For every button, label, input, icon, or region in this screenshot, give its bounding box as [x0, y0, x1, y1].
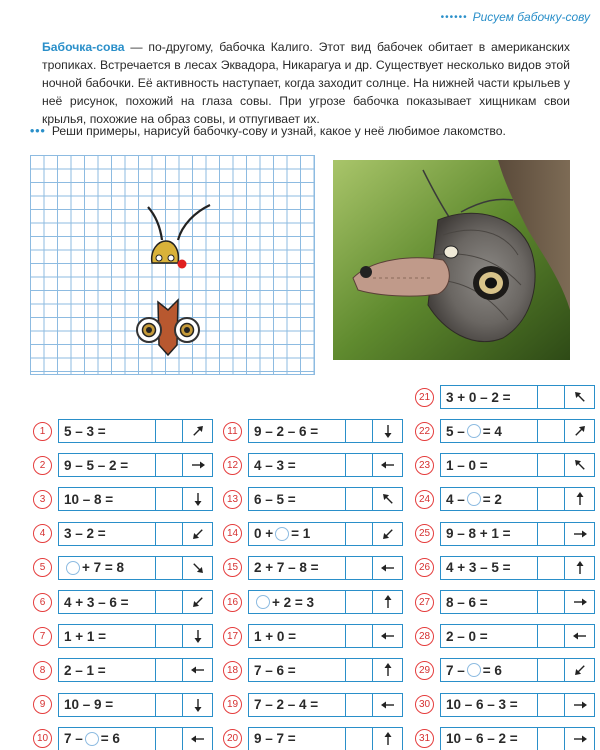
missing-number-slot[interactable]	[85, 732, 99, 746]
exercise-number: 5	[33, 558, 52, 577]
owl-butterfly-photo	[333, 160, 570, 360]
exercise-number: 28	[415, 627, 434, 646]
exercise-row	[33, 419, 213, 443]
arrow-up-left-icon	[572, 457, 588, 473]
exercise-box	[248, 590, 403, 614]
exercise-number: 10	[33, 729, 52, 748]
answer-field[interactable]	[538, 454, 565, 476]
exercise-expression: 10 – 8 =	[59, 488, 156, 510]
arrow-up-icon	[572, 491, 588, 507]
exercise-row	[415, 590, 595, 614]
exercise-box	[58, 487, 213, 511]
arrow-up-icon	[380, 731, 396, 747]
exercise-box	[248, 453, 403, 477]
direction-cell	[373, 420, 402, 442]
exercise-box	[440, 693, 595, 717]
exercise-number: 26	[415, 558, 434, 577]
exercise-box	[58, 658, 213, 682]
answer-field[interactable]	[538, 557, 565, 579]
exercise-number: 24	[415, 490, 434, 509]
butterfly-head	[152, 241, 179, 263]
direction-cell	[183, 659, 212, 681]
exercise-number: 13	[223, 490, 242, 509]
exercise-expression: 4 – 3 =	[249, 454, 346, 476]
exercise-expression: 4 – = 2	[441, 488, 538, 510]
exercise-expression: 7 – 6 =	[249, 659, 346, 681]
arrow-up-left-icon	[572, 389, 588, 405]
exercise-box	[248, 658, 403, 682]
head-dot	[178, 260, 187, 269]
exercise-number: 30	[415, 695, 434, 714]
exercise-expression: 6 – 5 =	[249, 488, 346, 510]
direction-cell	[373, 523, 402, 545]
exercise-row	[415, 624, 595, 648]
exercise-box	[58, 453, 213, 477]
answer-field[interactable]	[156, 694, 183, 716]
exercise-expression: 8 – 6 =	[441, 591, 538, 613]
exercise-box	[248, 624, 403, 648]
direction-cell	[565, 454, 594, 476]
exercise-box	[58, 419, 213, 443]
answer-field[interactable]	[156, 625, 183, 647]
intro-text: — по-другому, бабочка Калиго. Этот вид бабочек обитает в американских тропиках. Встречается в лесах Эквадора, Никарагуа и др. Существует несколько видов этой ночной бабочки. Её активность наступает, когда заходит солнце. На нижней части крыльев у неё рисунок, похожий на глаза совы. При угрозе бабочка показывает хищникам свои крылья, похожие на образ совы, и отпугивает их.	[42, 40, 570, 126]
exercise-row	[33, 624, 213, 648]
direction-cell	[373, 625, 402, 647]
exercise-expression: 1 – 0 =	[441, 454, 538, 476]
arrow-left-icon	[572, 628, 588, 644]
arrow-down-left-icon	[380, 526, 396, 542]
answer-field[interactable]	[346, 694, 373, 716]
exercise-number: 23	[415, 456, 434, 475]
exercise-row	[415, 727, 595, 750]
answer-field[interactable]	[346, 625, 373, 647]
direction-cell	[565, 659, 594, 681]
exercise-number: 20	[223, 729, 242, 748]
exercise-expression: 3 + 0 – 2 =	[441, 386, 538, 408]
answer-field[interactable]	[538, 523, 565, 545]
exercise-number: 9	[33, 695, 52, 714]
answer-field[interactable]	[346, 523, 373, 545]
exercise-expression: 0 + = 1	[249, 523, 346, 545]
exercise-box	[58, 727, 213, 750]
left-eye	[156, 255, 162, 261]
missing-number-slot[interactable]	[256, 595, 270, 609]
header-dots: ••••••	[440, 11, 468, 23]
exercise-number: 2	[33, 456, 52, 475]
exercise-row	[223, 556, 403, 580]
direction-cell	[565, 557, 594, 579]
direction-cell	[183, 420, 212, 442]
arrow-down-icon	[380, 423, 396, 439]
exercise-number: 25	[415, 524, 434, 543]
exercise-number: 12	[223, 456, 242, 475]
answer-field[interactable]	[346, 591, 373, 613]
answer-field[interactable]	[538, 591, 565, 613]
answer-field[interactable]	[346, 488, 373, 510]
exercise-box	[248, 556, 403, 580]
exercise-row	[223, 487, 403, 511]
exercise-box	[58, 522, 213, 546]
direction-cell	[565, 523, 594, 545]
direction-cell	[183, 694, 212, 716]
exercise-expression: 1 + 0 =	[249, 625, 346, 647]
direction-cell	[183, 523, 212, 545]
exercise-number: 6	[33, 593, 52, 612]
exercise-expression: 9 – 5 – 2 =	[59, 454, 156, 476]
direction-cell	[183, 591, 212, 613]
exercise-box	[248, 727, 403, 750]
exercise-row	[33, 590, 213, 614]
exercise-number: 15	[223, 558, 242, 577]
missing-number-slot[interactable]	[66, 561, 80, 575]
task-text: Реши примеры, нарисуй бабочку-сову и узнай, какое у неё любимое лакомство.	[51, 124, 506, 138]
answer-field[interactable]	[538, 488, 565, 510]
exercise-expression: + 7 = 8	[59, 557, 156, 579]
direction-cell	[183, 557, 212, 579]
exercise-row	[223, 522, 403, 546]
exercise-expression: 7 – = 6	[441, 659, 538, 681]
exercise-row	[223, 658, 403, 682]
page-header	[441, 10, 590, 24]
arrow-down-icon	[190, 491, 206, 507]
exercise-expression: 5 – = 4	[441, 420, 538, 442]
exercise-row	[33, 693, 213, 717]
exercise-expression: 10 – 9 =	[59, 694, 156, 716]
exercise-number: 27	[415, 593, 434, 612]
exercise-expression: 4 + 3 – 5 =	[441, 557, 538, 579]
butterfly-start-drawing	[30, 155, 315, 375]
exercise-number: 14	[223, 524, 242, 543]
answer-field[interactable]	[538, 694, 565, 716]
exercise-box	[58, 590, 213, 614]
exercise-box	[440, 487, 595, 511]
direction-cell	[373, 557, 402, 579]
exercise-box	[440, 385, 595, 409]
exercise-row	[223, 590, 403, 614]
answer-field[interactable]	[346, 454, 373, 476]
arrow-down-left-icon	[190, 526, 206, 542]
answer-field[interactable]	[538, 728, 565, 750]
answer-field[interactable]	[538, 386, 565, 408]
direction-cell	[373, 454, 402, 476]
arrow-up-icon	[572, 560, 588, 576]
direction-cell	[373, 659, 402, 681]
direction-cell	[565, 728, 594, 750]
page-title: Рисуем бабочку-сову	[472, 10, 590, 24]
exercise-row	[33, 727, 213, 750]
owl-butterfly-illustration	[333, 160, 570, 360]
exercise-row	[223, 693, 403, 717]
exercise-row	[415, 658, 595, 682]
missing-number-slot[interactable]	[467, 424, 481, 438]
direction-cell	[183, 728, 212, 750]
answer-field[interactable]	[346, 420, 373, 442]
exercise-box	[440, 727, 595, 750]
exercise-expression: 9 – 2 – 6 =	[249, 420, 346, 442]
exercise-row	[415, 693, 595, 717]
arrow-left-icon	[380, 628, 396, 644]
exercise-row	[415, 385, 595, 409]
exercise-box	[440, 419, 595, 443]
exercise-expression: 2 + 7 – 8 =	[249, 557, 346, 579]
exercise-row	[33, 487, 213, 511]
exercise-number: 4	[33, 524, 52, 543]
arrow-down-left-icon	[190, 594, 206, 610]
exercise-expression: 10 – 6 – 2 =	[441, 728, 538, 750]
missing-number-slot[interactable]	[275, 527, 289, 541]
right-antenna	[178, 205, 210, 240]
arrow-up-right-icon	[190, 423, 206, 439]
exercise-expression: 2 – 1 =	[59, 659, 156, 681]
arrow-down-left-icon	[572, 662, 588, 678]
exercise-expression: + 2 = 3	[249, 591, 346, 613]
arrow-up-icon	[380, 594, 396, 610]
arrow-up-left-icon	[380, 491, 396, 507]
arrow-up-right-icon	[572, 423, 588, 439]
exercise-number: 31	[415, 729, 434, 748]
arrow-left-icon	[380, 697, 396, 713]
missing-number-slot[interactable]	[467, 492, 481, 506]
direction-cell	[565, 488, 594, 510]
exercise-box	[248, 487, 403, 511]
exercise-number: 18	[223, 661, 242, 680]
exercise-row	[223, 453, 403, 477]
exercise-number: 21	[415, 388, 434, 407]
direction-cell	[373, 694, 402, 716]
answer-field[interactable]	[156, 557, 183, 579]
left-antenna	[148, 207, 162, 240]
answer-field[interactable]	[538, 420, 565, 442]
exercise-number: 3	[33, 490, 52, 509]
exercise-expression: 7 – 2 – 4 =	[249, 694, 346, 716]
exercise-box	[440, 590, 595, 614]
exercise-row	[415, 522, 595, 546]
arrow-left-icon	[380, 457, 396, 473]
exercise-row	[415, 453, 595, 477]
exercise-number: 29	[415, 661, 434, 680]
exercise-box	[58, 624, 213, 648]
answer-field[interactable]	[346, 659, 373, 681]
direction-cell	[565, 591, 594, 613]
exercise-number: 11	[223, 422, 242, 441]
exercise-row	[223, 419, 403, 443]
direction-cell	[183, 625, 212, 647]
answer-field[interactable]	[156, 488, 183, 510]
answer-field[interactable]	[156, 420, 183, 442]
answer-field[interactable]	[156, 591, 183, 613]
drawing-grid[interactable]	[30, 155, 315, 375]
exercise-expression: 1 + 1 =	[59, 625, 156, 647]
exercise-row	[33, 522, 213, 546]
exercise-number: 1	[33, 422, 52, 441]
arrow-down-icon	[190, 628, 206, 644]
answer-field[interactable]	[156, 728, 183, 750]
exercise-row	[33, 453, 213, 477]
missing-number-slot[interactable]	[467, 663, 481, 677]
direction-cell	[565, 625, 594, 647]
exercise-number: 8	[33, 661, 52, 680]
exercise-number: 16	[223, 593, 242, 612]
answer-field[interactable]	[346, 728, 373, 750]
direction-cell	[373, 488, 402, 510]
exercise-expression: 10 – 6 – 3 =	[441, 694, 538, 716]
answer-field[interactable]	[156, 523, 183, 545]
exercise-expression: 4 + 3 – 6 =	[59, 591, 156, 613]
arrow-up-icon	[380, 662, 396, 678]
right-eye	[168, 255, 174, 261]
answer-field[interactable]	[156, 454, 183, 476]
exercise-box	[248, 522, 403, 546]
direction-cell	[373, 591, 402, 613]
exercise-row	[33, 556, 213, 580]
exercise-box	[440, 624, 595, 648]
arrow-right-icon	[572, 594, 588, 610]
exercise-box	[440, 658, 595, 682]
answer-field[interactable]	[538, 659, 565, 681]
exercise-expression: 3 – 2 =	[59, 523, 156, 545]
exercise-row	[415, 487, 595, 511]
exercise-expression: 5 – 3 =	[59, 420, 156, 442]
arrow-down-right-icon	[190, 560, 206, 576]
exercise-row	[415, 556, 595, 580]
direction-cell	[183, 488, 212, 510]
task-instruction	[30, 124, 575, 138]
exercise-box	[248, 419, 403, 443]
exercise-box	[248, 693, 403, 717]
arrow-right-icon	[572, 697, 588, 713]
arrow-left-icon	[190, 731, 206, 747]
direction-cell	[373, 728, 402, 750]
arrow-right-icon	[190, 457, 206, 473]
direction-cell	[565, 386, 594, 408]
arrow-right-icon	[572, 731, 588, 747]
exercise-number: 7	[33, 627, 52, 646]
exercise-row	[415, 419, 595, 443]
arrow-left-icon	[380, 560, 396, 576]
exercise-expression: 9 – 8 + 1 =	[441, 523, 538, 545]
intro-term: Бабочка-сова	[42, 40, 125, 54]
exercise-number: 22	[415, 422, 434, 441]
answer-field[interactable]	[346, 557, 373, 579]
task-dots-icon: •••	[30, 124, 46, 138]
exercise-expression: 7 – = 6	[59, 728, 156, 750]
exercise-row	[223, 624, 403, 648]
exercise-number: 17	[223, 627, 242, 646]
exercise-box	[440, 556, 595, 580]
arrow-left-icon	[190, 662, 206, 678]
direction-cell	[565, 420, 594, 442]
exercise-box	[58, 693, 213, 717]
exercise-expression: 9 – 7 =	[249, 728, 346, 750]
exercise-box	[440, 453, 595, 477]
exercise-row	[33, 658, 213, 682]
intro-paragraph	[42, 38, 570, 128]
exercise-row	[223, 727, 403, 750]
answer-field[interactable]	[538, 625, 565, 647]
arrow-right-icon	[572, 526, 588, 542]
exercise-box	[58, 556, 213, 580]
direction-cell	[565, 694, 594, 716]
exercise-number: 19	[223, 695, 242, 714]
arrow-down-icon	[190, 697, 206, 713]
exercise-box	[440, 522, 595, 546]
direction-cell	[183, 454, 212, 476]
answer-field[interactable]	[156, 659, 183, 681]
exercise-expression: 2 – 0 =	[441, 625, 538, 647]
